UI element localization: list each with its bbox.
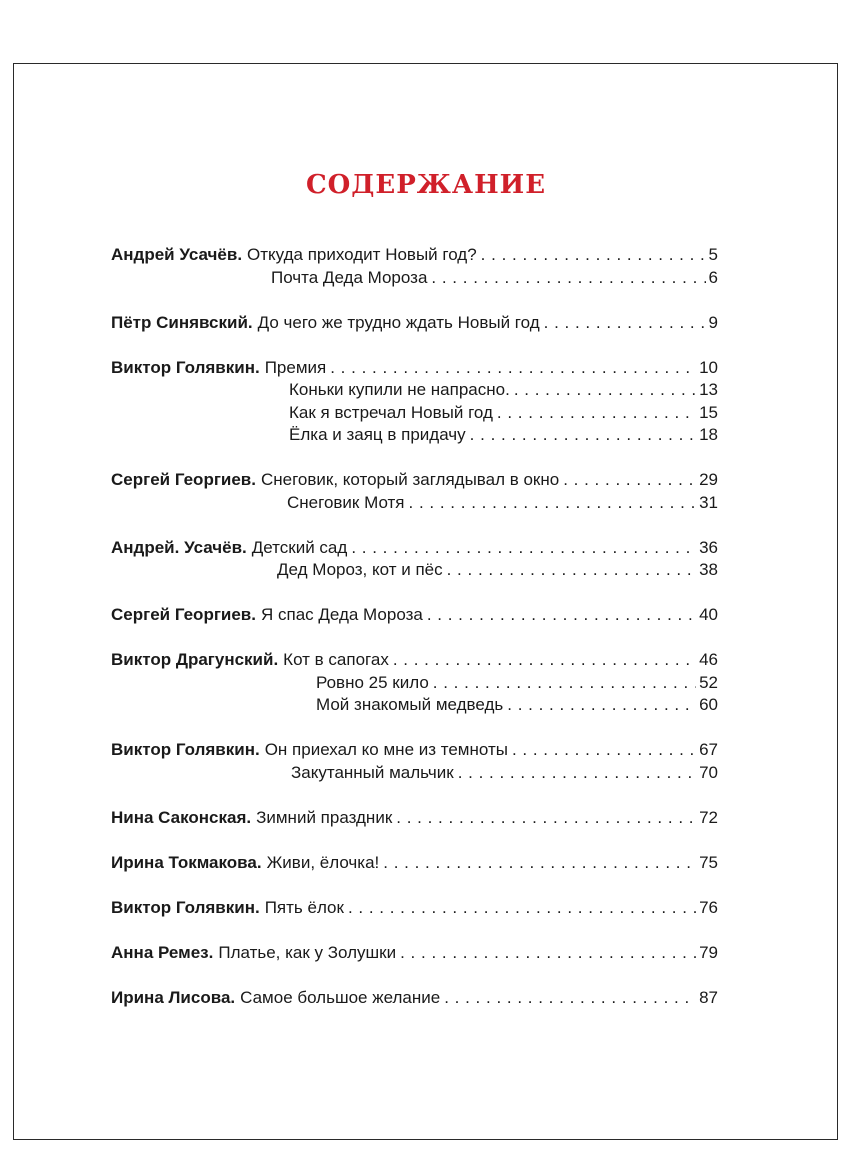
toc-work-title: Самое большое желание [240, 987, 441, 1007]
toc-entry[interactable] [111, 604, 718, 627]
toc-entry[interactable] [111, 694, 718, 717]
toc-group [111, 244, 718, 289]
toc-group [111, 942, 718, 965]
toc-author: Виктор Голявкин. [111, 740, 260, 759]
toc-dot-leader [481, 244, 706, 267]
toc-entry[interactable] [111, 897, 718, 920]
toc-entry[interactable] [111, 942, 718, 965]
toc-page-number: 72 [699, 807, 718, 827]
toc-work-title: Детский сад [251, 537, 348, 557]
toc-work-title: Премия [264, 357, 327, 377]
toc-author: Ирина Лисова. [111, 987, 236, 1007]
toc-entry[interactable] [111, 469, 718, 492]
toc-author: Виктор Драгунский. [111, 650, 279, 669]
toc-author: Андрей. Усачёв. [111, 537, 247, 557]
toc-page-number: 36 [699, 537, 718, 557]
toc-author: Нина Саконская. [111, 807, 252, 827]
toc-author: Виктор Голявкин. [111, 357, 260, 377]
toc-dot-leader [447, 559, 696, 582]
toc-group [111, 649, 718, 717]
toc-page-number: 10 [699, 357, 718, 377]
toc-entry[interactable] [111, 739, 718, 762]
toc-page-number: 67 [699, 740, 718, 759]
toc-dot-leader [431, 267, 705, 290]
toc-work-title: Живи, ёлочка! [266, 852, 380, 872]
toc-group [111, 739, 718, 784]
toc-dot-leader [383, 852, 696, 875]
toc-work-title: Дед Мороз, кот и пёс [277, 560, 443, 579]
toc-group [111, 852, 718, 875]
toc-dot-leader [393, 649, 696, 672]
toc-page-number: 38 [699, 560, 718, 579]
toc-group [111, 357, 718, 447]
toc-work-title: Ёлка и заяц в придачу [289, 425, 466, 444]
toc-dot-leader [497, 402, 696, 425]
toc-entry[interactable] [111, 537, 718, 560]
toc-work-title: Закутанный мальчик [291, 762, 454, 782]
toc-entry[interactable] [111, 402, 718, 425]
toc-dot-leader [514, 379, 696, 402]
toc-work-title: Кот в сапогах [283, 650, 389, 669]
toc-group [111, 604, 718, 627]
toc-dot-leader [348, 897, 696, 920]
toc-page-number: 13 [699, 380, 718, 399]
toc-dot-leader [433, 672, 696, 695]
toc-work-title: Снеговик, который заглядывал в окно [260, 470, 560, 489]
toc-group [111, 897, 718, 920]
toc-author: Виктор Голявкин. [111, 897, 260, 917]
toc-work-title: Коньки купили не напрасно. [289, 380, 510, 399]
toc-dot-leader [409, 492, 697, 515]
toc-entry[interactable] [111, 492, 718, 515]
toc-dot-leader [458, 762, 696, 785]
toc-dot-leader [563, 469, 696, 492]
toc-page-number: 40 [699, 605, 718, 624]
toc-dot-leader [444, 987, 696, 1010]
toc-page-number: 46 [699, 650, 718, 669]
toc-dot-leader [544, 312, 706, 335]
toc-work-title: Откуда приходит Новый год? [247, 245, 477, 264]
toc-entry[interactable] [111, 244, 718, 267]
toc-work-title: Я спас Деда Мороза [260, 605, 423, 624]
toc-author: Сергей Георгиев. [111, 605, 256, 624]
toc-work-title: Платье, как у Золушки [218, 942, 397, 962]
toc-work-title: Он приехал ко мне из темноты [264, 740, 508, 759]
toc-group [111, 312, 718, 335]
toc-author: Анна Ремез. [111, 942, 214, 962]
toc-work-title: Мой знакомый медведь [316, 695, 504, 714]
toc-entry[interactable] [111, 852, 718, 875]
toc-page-number: 5 [708, 245, 718, 264]
toc-entry[interactable] [111, 649, 718, 672]
toc-dot-leader [330, 357, 696, 380]
toc-group [111, 987, 718, 1010]
toc-group [111, 807, 718, 830]
toc-dot-leader [470, 424, 696, 447]
toc-group [111, 537, 718, 582]
toc-page-number: 76 [699, 897, 718, 917]
toc-page-number: 6 [708, 267, 718, 287]
toc-page-number: 75 [699, 852, 718, 872]
toc-work-title: Зимний праздник [256, 807, 393, 827]
toc-work-title: Снеговик Мотя [287, 492, 405, 512]
toc-page-number: 15 [699, 402, 718, 422]
toc-dot-leader [427, 604, 696, 627]
toc-entry[interactable] [111, 672, 718, 695]
toc-dot-leader [400, 942, 696, 965]
toc-page-number: 29 [699, 470, 718, 489]
toc-work-title: Почта Деда Мороза [271, 267, 428, 287]
table-of-contents [111, 244, 718, 1032]
toc-entry[interactable] [111, 267, 718, 290]
toc-page-number: 87 [699, 987, 718, 1007]
toc-dot-leader [507, 694, 696, 717]
toc-entry[interactable] [111, 559, 718, 582]
toc-page-number: 9 [708, 312, 718, 332]
toc-entry[interactable] [111, 762, 718, 785]
toc-entry[interactable] [111, 424, 718, 447]
toc-author: Андрей Усачёв. [111, 245, 243, 264]
toc-entry[interactable] [111, 379, 718, 402]
toc-author: Ирина Токмакова. [111, 852, 262, 872]
toc-entry[interactable] [111, 987, 718, 1010]
toc-work-title: Пять ёлок [264, 897, 344, 917]
toc-dot-leader [396, 807, 696, 830]
toc-page-number: 18 [699, 425, 718, 444]
toc-entry[interactable] [111, 807, 718, 830]
toc-page-number: 70 [699, 762, 718, 782]
toc-entry[interactable] [111, 312, 718, 335]
toc-work-title: Как я встречал Новый год [289, 402, 493, 422]
toc-page-number: 52 [699, 672, 718, 692]
toc-dot-leader [512, 739, 696, 762]
toc-group [111, 469, 718, 514]
page-title: СОДЕРЖАНИЕ [305, 170, 547, 200]
toc-author: Сергей Георгиев. [111, 470, 256, 489]
toc-dot-leader [351, 537, 696, 560]
toc-author: Пётр Синявский. [111, 312, 253, 332]
toc-entry[interactable] [111, 357, 718, 380]
toc-page-number: 79 [699, 942, 718, 962]
toc-page-number: 31 [699, 492, 718, 512]
toc-work-title: Ровно 25 кило [316, 672, 429, 692]
toc-page-number: 60 [699, 695, 718, 714]
toc-work-title: До чего же трудно ждать Новый год [257, 312, 540, 332]
